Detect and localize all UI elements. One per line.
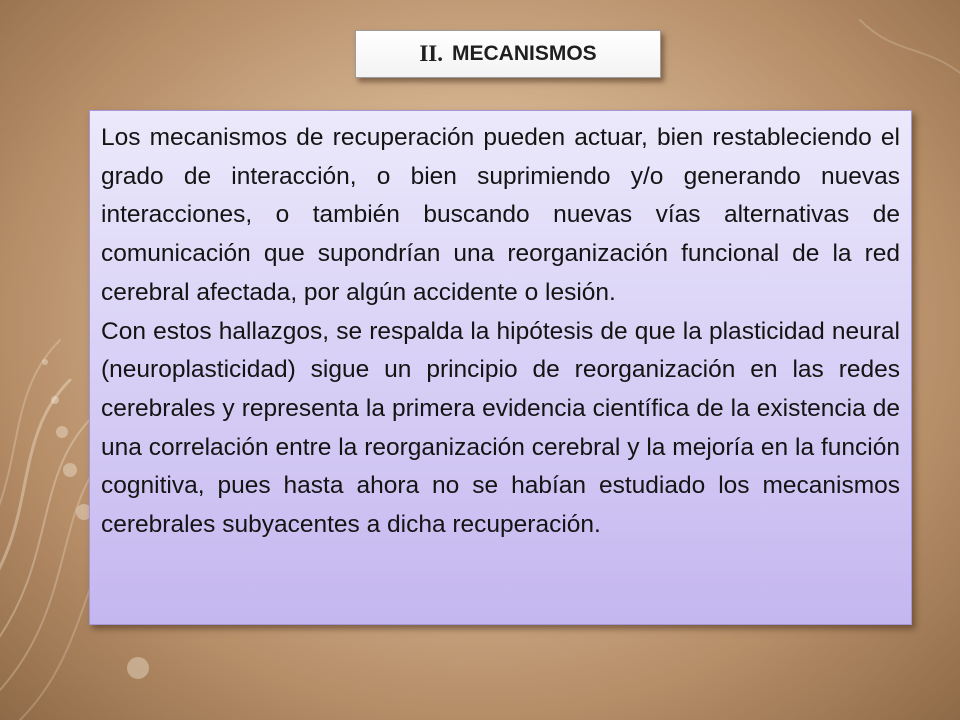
paragraph-1: Los mecanismos de recuperación pueden actuar, bien restableciendo el grado de interacción, o bien suprimiendo y/o generando nuevas interacciones, o también buscando nuevas vías alternativas de comunicación que supondrían una reorganización funcional de la red cerebral afectada, por algún accidente o lesión. <box>101 124 900 306</box>
slide-title: MECANISMOS <box>451 42 597 65</box>
title-number: II. <box>419 41 443 66</box>
paragraph-2: Con estos hallazgos, se respalda la hipótesis de que la plasticidad neural (neuroplasticidad) sigue un principio de reorganización en las redes cerebrales y representa la primera evidencia científica de la existencia de una correlación entre la reorganización cerebral y la mejoría en la función cognitiva, pues hasta ahora no se habían estudiado los mecanismos cerebrales subyacentes a dicha recuperación. <box>101 317 900 539</box>
slide-title-box <box>355 30 661 78</box>
content-box <box>89 110 912 625</box>
